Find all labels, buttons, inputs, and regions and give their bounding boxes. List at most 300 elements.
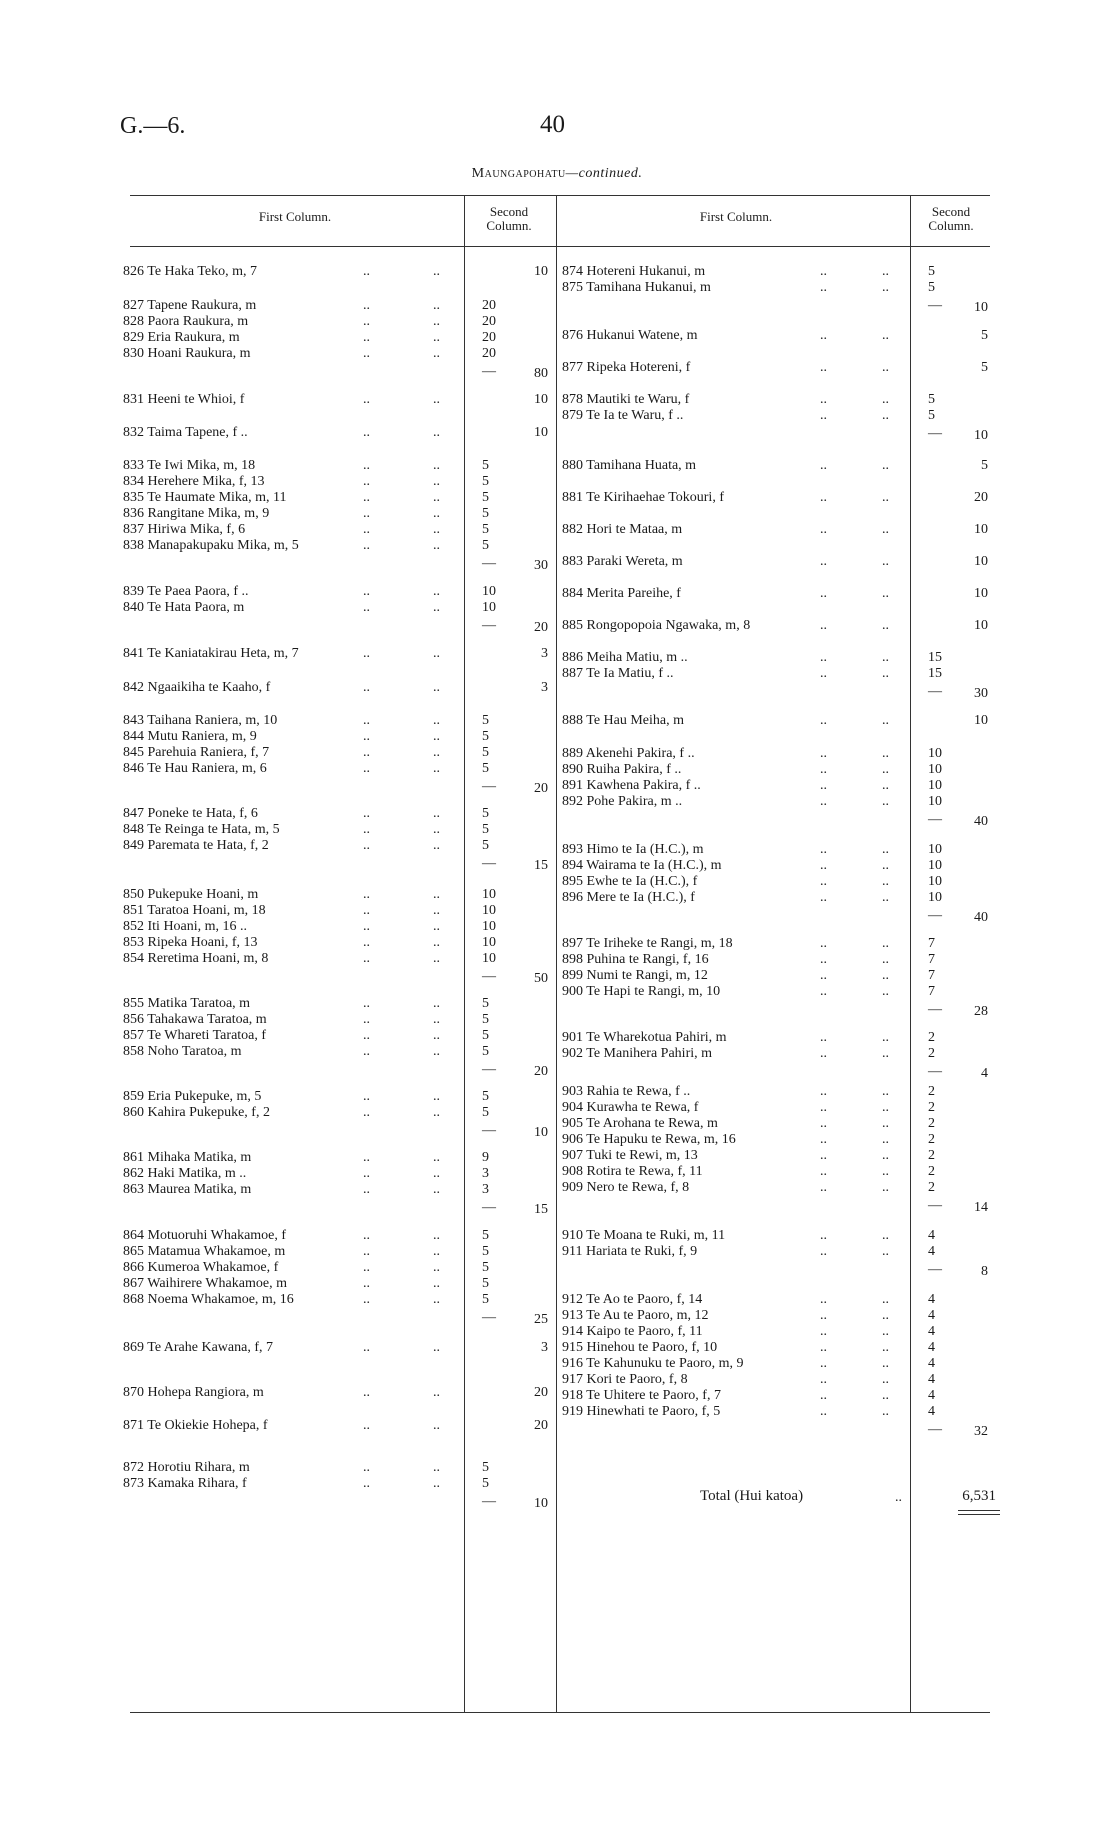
- entry-name: 886 Meiha Matiu, m ..: [562, 650, 688, 665]
- subtotal-value: 20: [534, 620, 548, 635]
- entry-value: 5: [482, 522, 489, 537]
- entry-name: 897 Te Iriheke te Rangi, m, 18: [562, 936, 733, 951]
- entry-name: 860 Kahira Pukepuke, f, 2: [123, 1105, 270, 1120]
- entry-value: 5: [482, 506, 489, 521]
- leader-dots: ..: [820, 1404, 827, 1419]
- table-row: [123, 729, 459, 745]
- entry-name: 904 Kurawha te Rewa, f: [562, 1100, 699, 1115]
- leader-dots: ..: [882, 1340, 889, 1355]
- leader-dots: ..: [363, 392, 370, 407]
- leader-dots: ..: [882, 1372, 889, 1387]
- table-row: [562, 1244, 907, 1260]
- entry-name: 916 Te Kahunuku te Paoro, m, 9: [562, 1356, 744, 1371]
- leader-dots: ..: [433, 903, 440, 918]
- leader-dots: ..: [882, 1084, 889, 1099]
- table-row: [562, 858, 907, 874]
- leader-dots: ..: [820, 1148, 827, 1163]
- leader-dots: ..: [882, 1116, 889, 1131]
- leader-dots: ..: [882, 1356, 889, 1371]
- table-row: [562, 1084, 907, 1100]
- table-row: [123, 346, 459, 362]
- leader-dots: ..: [363, 761, 370, 776]
- subtotal-value: 20: [534, 1385, 548, 1400]
- leader-dots: ..: [433, 935, 440, 950]
- table-row: [123, 680, 459, 696]
- subtotal-value: 10: [534, 1496, 548, 1511]
- table-row: [123, 1418, 459, 1434]
- table-row: [562, 1324, 907, 1340]
- entry-name: 896 Mere te Ia (H.C.), f: [562, 890, 695, 905]
- table-row: [123, 951, 459, 967]
- subtotal-dash: —: [928, 298, 942, 313]
- subtotal-value: 25: [534, 1312, 548, 1327]
- entry-name: 834 Herehere Mika, f, 13: [123, 474, 265, 489]
- leader-dots: ..: [882, 1292, 889, 1307]
- leader-dots: ..: [363, 1476, 370, 1491]
- entry-name: 919 Hinewhati te Paoro, f, 5: [562, 1404, 721, 1419]
- entry-name: 888 Te Hau Meiha, m: [562, 713, 685, 728]
- leader-dots: ..: [363, 1228, 370, 1243]
- table-row: [562, 618, 907, 634]
- entry-value: 5: [928, 392, 935, 407]
- table-row: [562, 874, 907, 890]
- leader-dots: ..: [820, 842, 827, 857]
- leader-dots: ..: [820, 618, 827, 633]
- table-row: [562, 713, 907, 729]
- leader-dots: ..: [820, 1132, 827, 1147]
- table-row: [123, 1012, 459, 1028]
- entry-value: 10: [482, 887, 496, 902]
- entry-name: 915 Hinehou te Paoro, f, 10: [562, 1340, 718, 1355]
- entry-name: 854 Reretima Hoani, m, 8: [123, 951, 269, 966]
- leader-dots: ..: [882, 1100, 889, 1115]
- entry-value: 4: [928, 1404, 935, 1419]
- table-row: [123, 887, 459, 903]
- section-title: [0, 166, 1114, 182]
- table-row: [123, 1028, 459, 1044]
- entry-value: 3: [482, 1166, 489, 1181]
- entry-name: 828 Paora Raukura, m: [123, 314, 249, 329]
- entry-name: 902 Te Manihera Pahiri, m: [562, 1046, 713, 1061]
- entry-name: 847 Poneke te Hata, f, 6: [123, 806, 258, 821]
- leader-dots: ..: [820, 746, 827, 761]
- leader-dots: ..: [882, 666, 889, 681]
- leader-dots: ..: [882, 1308, 889, 1323]
- entry-value: 5: [482, 1228, 489, 1243]
- subtotal-value: 15: [534, 1202, 548, 1217]
- table-row: [562, 842, 907, 858]
- entry-value: 10: [482, 951, 496, 966]
- table-row: [123, 264, 459, 280]
- left-first-column-header: First Column.: [258, 209, 332, 224]
- entry-value: 4: [928, 1372, 935, 1387]
- header-bottom-rule: [130, 246, 990, 247]
- left-second-column-rule: [464, 195, 465, 1712]
- entry-name: 883 Paraki Wereta, m: [562, 554, 683, 569]
- subtotal-value: 15: [534, 858, 548, 873]
- leader-dots: ..: [433, 298, 440, 313]
- leader-dots: ..: [433, 1228, 440, 1243]
- subtotal-value: 10: [534, 425, 548, 440]
- entry-name: 858 Noho Taratoa, m: [123, 1044, 242, 1059]
- subtotal-dash: —: [482, 779, 496, 794]
- subtotal-dash: —: [482, 1200, 496, 1215]
- entry-value: 4: [928, 1388, 935, 1403]
- entry-name: 917 Kori te Paoro, f, 8: [562, 1372, 688, 1387]
- table-row: [123, 584, 459, 600]
- leader-dots: ..: [820, 1046, 827, 1061]
- leader-dots: ..: [882, 1180, 889, 1195]
- leader-dots: ..: [820, 1228, 827, 1243]
- leader-dots: ..: [363, 330, 370, 345]
- leader-dots: ..: [882, 984, 889, 999]
- entry-value: 10: [928, 874, 942, 889]
- subtotal-dash: —: [928, 812, 942, 827]
- leader-dots: ..: [433, 887, 440, 902]
- subtotal-value: 10: [974, 428, 988, 443]
- leader-dots: ..: [433, 729, 440, 744]
- entry-name: 846 Te Hau Raniera, m, 6: [123, 761, 267, 776]
- entry-value: 3: [482, 1182, 489, 1197]
- entry-name: 868 Noema Whakamoe, m, 16: [123, 1292, 294, 1307]
- table-row: [123, 1244, 459, 1260]
- leader-dots: ..: [433, 646, 440, 661]
- leader-dots: ..: [363, 646, 370, 661]
- table-row: [123, 506, 459, 522]
- entry-name: 864 Motuoruhi Whakamoe, f: [123, 1228, 287, 1243]
- entry-value: 7: [928, 984, 935, 999]
- entry-name: 911 Hariata te Ruki, f, 9: [562, 1244, 698, 1259]
- subtotal-value: 4: [981, 1066, 988, 1081]
- leader-dots: ..: [882, 1132, 889, 1147]
- subtotal-dash: —: [482, 556, 496, 571]
- total-leader-dots: ..: [895, 1490, 902, 1505]
- right-second-header-l1: Second: [931, 204, 971, 219]
- entry-value: 20: [482, 314, 496, 329]
- entry-value: 5: [482, 806, 489, 821]
- entry-name: 906 Te Hapuku te Rewa, m, 16: [562, 1132, 736, 1147]
- table-row: [562, 762, 907, 778]
- leader-dots: ..: [820, 952, 827, 967]
- leader-dots: ..: [363, 1276, 370, 1291]
- leader-dots: ..: [433, 919, 440, 934]
- table-row: [123, 713, 459, 729]
- leader-dots: ..: [882, 1148, 889, 1163]
- table-row: [123, 935, 459, 951]
- table-row: [123, 761, 459, 777]
- table-row: [562, 1180, 907, 1196]
- leader-dots: ..: [363, 458, 370, 473]
- leader-dots: ..: [820, 890, 827, 905]
- table-row: [123, 490, 459, 506]
- table-row: [562, 1164, 907, 1180]
- subtotal-value: 10: [974, 300, 988, 315]
- subtotal-value: 20: [534, 1418, 548, 1433]
- table-row: [123, 919, 459, 935]
- entry-value: 5: [482, 474, 489, 489]
- table-row: [562, 1148, 907, 1164]
- leader-dots: ..: [363, 600, 370, 615]
- entry-value: 4: [928, 1324, 935, 1339]
- table-row: [123, 1228, 459, 1244]
- entry-name: 841 Te Kaniatakirau Heta, m, 7: [123, 646, 299, 661]
- entry-name: 890 Ruiha Pakira, f ..: [562, 762, 682, 777]
- leader-dots: ..: [882, 936, 889, 951]
- leader-dots: ..: [820, 1388, 827, 1403]
- subtotal-value: 8: [981, 1264, 988, 1279]
- subtotal-dash: —: [928, 1262, 942, 1277]
- table-row: [562, 490, 907, 506]
- leader-dots: ..: [433, 822, 440, 837]
- entry-value: 20: [482, 346, 496, 361]
- leader-dots: ..: [433, 1105, 440, 1120]
- entry-name: 861 Mihaka Matika, m: [123, 1150, 252, 1165]
- entry-name: 905 Te Arohana te Rewa, m: [562, 1116, 718, 1131]
- entry-value: 5: [482, 761, 489, 776]
- entry-name: 856 Tahakawa Taratoa, m: [123, 1012, 267, 1027]
- entry-value: 5: [482, 745, 489, 760]
- leader-dots: ..: [363, 1292, 370, 1307]
- subtotal-value: 40: [974, 910, 988, 925]
- leader-dots: ..: [433, 745, 440, 760]
- leader-dots: ..: [820, 936, 827, 951]
- entry-name: 914 Kaipo te Paoro, f, 11: [562, 1324, 703, 1339]
- leader-dots: ..: [433, 1028, 440, 1043]
- total-value: 6,531: [962, 1488, 996, 1504]
- table-row: [562, 1356, 907, 1372]
- entry-name: 880 Tamihana Huata, m: [562, 458, 697, 473]
- table-row: [123, 1385, 459, 1401]
- entry-name: 874 Hotereni Hukanui, m: [562, 264, 706, 279]
- entry-value: 5: [482, 1105, 489, 1120]
- entry-name: 885 Rongopopoia Ngawaka, m, 8: [562, 618, 751, 633]
- entry-value: 5: [928, 408, 935, 423]
- leader-dots: ..: [820, 1116, 827, 1131]
- entry-value: 5: [928, 264, 935, 279]
- entry-value: 9: [482, 1150, 489, 1165]
- entry-name: 852 Iti Hoani, m, 16 ..: [123, 919, 248, 934]
- leader-dots: ..: [882, 842, 889, 857]
- leader-dots: ..: [433, 1182, 440, 1197]
- entry-value: 15: [928, 650, 942, 665]
- leader-dots: ..: [433, 1476, 440, 1491]
- entry-name: 857 Te Whareti Taratoa, f: [123, 1028, 267, 1043]
- leader-dots: ..: [882, 890, 889, 905]
- subtotal-value: 20: [974, 490, 988, 505]
- leader-dots: ..: [363, 745, 370, 760]
- leader-dots: ..: [363, 346, 370, 361]
- leader-dots: ..: [882, 264, 889, 279]
- table-row: [123, 392, 459, 408]
- leader-dots: ..: [882, 618, 889, 633]
- leader-dots: ..: [820, 1100, 827, 1115]
- entry-value: 5: [482, 996, 489, 1011]
- leader-dots: ..: [820, 522, 827, 537]
- leader-dots: ..: [820, 794, 827, 809]
- leader-dots: ..: [363, 919, 370, 934]
- entry-name: 844 Mutu Raniera, m, 9: [123, 729, 257, 744]
- table-row: [123, 1166, 459, 1182]
- subtotal-value: 30: [534, 558, 548, 573]
- entry-value: 10: [928, 762, 942, 777]
- entry-name: 851 Taratoa Hoani, m, 18: [123, 903, 266, 918]
- leader-dots: ..: [433, 330, 440, 345]
- leader-dots: ..: [820, 1292, 827, 1307]
- entry-name: 833 Te Iwi Mika, m, 18: [123, 458, 256, 473]
- leader-dots: ..: [433, 1385, 440, 1400]
- subtotal-value: 28: [974, 1004, 988, 1019]
- table-row: [562, 522, 907, 538]
- entry-value: 10: [482, 919, 496, 934]
- leader-dots: ..: [363, 1089, 370, 1104]
- table-row: [123, 903, 459, 919]
- leader-dots: ..: [882, 554, 889, 569]
- subtotal-value: 3: [541, 680, 548, 695]
- subtotal-dash: —: [928, 908, 942, 923]
- left-second-column-header: [466, 205, 552, 233]
- leader-dots: ..: [820, 1356, 827, 1371]
- leader-dots: ..: [363, 951, 370, 966]
- leader-dots: ..: [363, 584, 370, 599]
- table-row: [123, 1089, 459, 1105]
- entry-value: 5: [482, 1292, 489, 1307]
- leader-dots: ..: [433, 1460, 440, 1475]
- entry-value: 5: [482, 1476, 489, 1491]
- table-row: [123, 458, 459, 474]
- leader-dots: ..: [433, 680, 440, 695]
- leader-dots: ..: [433, 1012, 440, 1027]
- entry-name: 849 Paremata te Hata, f, 2: [123, 838, 269, 853]
- subtotal-value: 3: [541, 1340, 548, 1355]
- subtotal-value: 3: [541, 646, 548, 661]
- entry-value: 2: [928, 1132, 935, 1147]
- table-row: [123, 600, 459, 616]
- table-row: [123, 474, 459, 490]
- entry-value: 7: [928, 936, 935, 951]
- leader-dots: ..: [433, 713, 440, 728]
- table-row: [562, 408, 907, 424]
- table-row: [562, 1046, 907, 1062]
- leader-dots: ..: [363, 538, 370, 553]
- right-second-header-l2: Column.: [928, 218, 974, 233]
- entry-name: 873 Kamaka Rihara, f: [123, 1476, 247, 1491]
- leader-dots: ..: [433, 346, 440, 361]
- subtotal-value: 50: [534, 971, 548, 986]
- leader-dots: ..: [820, 554, 827, 569]
- table-row: [562, 952, 907, 968]
- leader-dots: ..: [363, 729, 370, 744]
- entry-name: 882 Hori te Mataa, m: [562, 522, 683, 537]
- entry-value: 2: [928, 1084, 935, 1099]
- leader-dots: ..: [433, 1166, 440, 1181]
- table-row: [123, 522, 459, 538]
- table-row: [562, 328, 907, 344]
- entry-value: 20: [482, 330, 496, 345]
- leader-dots: ..: [363, 1150, 370, 1165]
- leader-dots: ..: [820, 1372, 827, 1387]
- subtotal-value: 10: [534, 392, 548, 407]
- subtotal-value: 32: [974, 1424, 988, 1439]
- left-second-header-l2: Column.: [486, 218, 532, 233]
- subtotal-dash: —: [928, 684, 942, 699]
- leader-dots: ..: [363, 1105, 370, 1120]
- entry-value: 4: [928, 1292, 935, 1307]
- leader-dots: ..: [820, 968, 827, 983]
- table-row: [123, 1460, 459, 1476]
- entry-name: 889 Akenehi Pakira, f ..: [562, 746, 695, 761]
- subtotal-dash: —: [482, 1494, 496, 1509]
- table-row: [123, 1260, 459, 1276]
- table-row: [123, 1340, 459, 1356]
- leader-dots: ..: [820, 1244, 827, 1259]
- leader-dots: ..: [882, 874, 889, 889]
- entry-name: 877 Ripeka Hotereni, f: [562, 360, 691, 375]
- table-bottom-rule: [130, 1712, 990, 1713]
- leader-dots: ..: [882, 392, 889, 407]
- table-row: [562, 1100, 907, 1116]
- leader-dots: ..: [433, 314, 440, 329]
- entry-value: 5: [482, 1276, 489, 1291]
- subtotal-dash: —: [928, 426, 942, 441]
- leader-dots: ..: [433, 264, 440, 279]
- entry-name: 907 Tuki te Rewi, m, 13: [562, 1148, 698, 1163]
- leader-dots: ..: [363, 1028, 370, 1043]
- subtotal-dash: —: [482, 364, 496, 379]
- entry-name: 835 Te Haumate Mika, m, 11: [123, 490, 287, 505]
- leader-dots: ..: [363, 1418, 370, 1433]
- leader-dots: ..: [363, 522, 370, 537]
- entry-name: 832 Taima Tapene, f ..: [123, 425, 248, 440]
- section-title-suffix: —continued.: [565, 166, 643, 181]
- leader-dots: ..: [433, 1418, 440, 1433]
- entry-value: 10: [928, 778, 942, 793]
- leader-dots: ..: [882, 490, 889, 505]
- entry-name: 848 Te Reinga te Hata, m, 5: [123, 822, 280, 837]
- subtotal-value: 80: [534, 366, 548, 381]
- leader-dots: ..: [433, 1260, 440, 1275]
- entry-name: 838 Manapakupaku Mika, m, 5: [123, 538, 299, 553]
- total-double-rule-top: [958, 1510, 1000, 1511]
- total-double-rule-bottom: [958, 1514, 1000, 1515]
- table-row: [562, 666, 907, 682]
- leader-dots: ..: [820, 778, 827, 793]
- entry-value: 4: [928, 1244, 935, 1259]
- leader-dots: ..: [820, 1324, 827, 1339]
- leader-dots: ..: [820, 1164, 827, 1179]
- entry-name: 863 Maurea Matika, m: [123, 1182, 252, 1197]
- table-row: [123, 838, 459, 854]
- subtotal-value: 10: [974, 713, 988, 728]
- entry-value: 2: [928, 1148, 935, 1163]
- entry-name: 840 Te Hata Paora, m: [123, 600, 245, 615]
- table-row: [562, 264, 907, 280]
- leader-dots: ..: [363, 713, 370, 728]
- leader-dots: ..: [820, 874, 827, 889]
- leader-dots: ..: [433, 392, 440, 407]
- leader-dots: ..: [820, 713, 827, 728]
- table-row: [123, 1150, 459, 1166]
- entry-name: 853 Ripeka Hoani, f, 13: [123, 935, 258, 950]
- entry-value: 5: [482, 822, 489, 837]
- leader-dots: ..: [882, 1404, 889, 1419]
- entry-name: 903 Rahia te Rewa, f ..: [562, 1084, 691, 1099]
- leader-dots: ..: [820, 360, 827, 375]
- leader-dots: ..: [433, 538, 440, 553]
- table-row: [562, 392, 907, 408]
- subtotal-value: 20: [534, 1064, 548, 1079]
- leader-dots: ..: [820, 858, 827, 873]
- entry-value: 10: [482, 903, 496, 918]
